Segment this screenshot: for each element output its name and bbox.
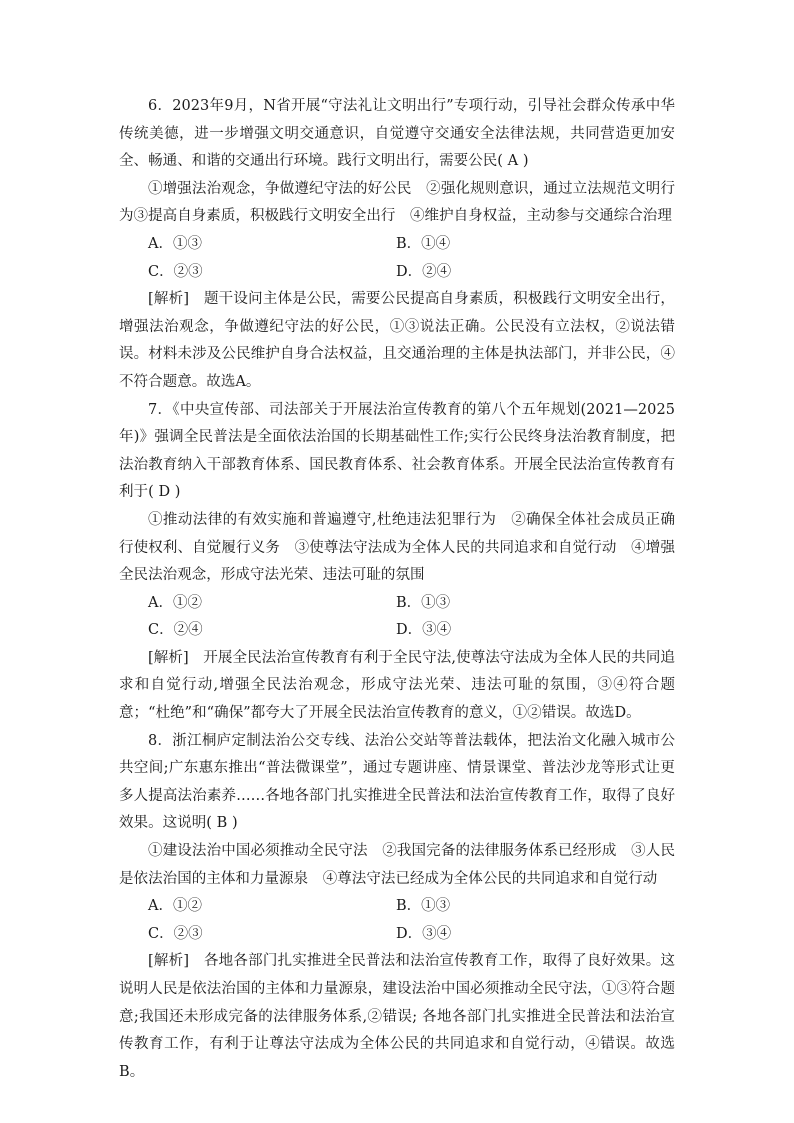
question-stem: 6．2023年9月，N省开展“守法礼让文明出行”专项行动，引导社会群众传承中华传统美德，进一步增强文明交通意识，自觉遵守交通安全法律法规，共同营造更加安全、畅通、和谐的交通出行环境。践行文明出行，需要公民( A ): [119, 98, 675, 170]
analysis-spacer: [189, 953, 204, 969]
analysis-text: 各地各部门扎实推进全民普法和法治宣传教育工作，取得了良好效果。这说明人民是依法治国的主体和力量源泉，建设法治中国必须推动全民守法，①③符合题意;我国还未形成完备的法律服务体系,②错误; 各地各部门扎实推进全民普法和法治宣传教育工作，有利于让尊法守法成为全体公民的共同追求和自觉行动，④错误。故选B。: [119, 953, 675, 1080]
question-statements: ①增强法治观念，争做遵纪守法的好公民 ②强化规则意识，通过立法规范文明行为③提高自身素质，积极践行文明安全出行 ④维护自身权益，主动参与交通综合治理: [119, 180, 675, 225]
option-a: A．①③: [148, 235, 202, 252]
option-a: A．①②: [148, 594, 202, 611]
option-c: C．②③: [148, 263, 203, 280]
analysis-spacer: [189, 291, 204, 307]
option-a: A．①②: [148, 898, 202, 915]
question-statements: ①推动法律的有效实施和普遍遵守,杜绝违法犯罪行为 ②确保全体社会成员正确行使权利、自觉履行义务 ③使尊法守法成为全体人民的共同追求和自觉行动 ④增强全民法治观念，形成守法光荣、违法可耻的氛围: [119, 511, 675, 584]
analysis-tag: [解析]: [148, 291, 190, 308]
question-statements: ①建设法治中国必须推动全民守法 ②我国完备的法律服务体系已经形成 ③人民是依法治国的主体和力量源泉 ④尊法守法已经成为全体公民的共同追求和自觉行动: [119, 843, 675, 887]
question-7: [119, 397, 675, 728]
analysis-text: 开展全民法治宣传教育有利于全民守法,使尊法守法成为全体人民的共同追求和自觉行动,增强全民法治观念，形成守法光荣、违法可耻的氛围，③④符合题意；“杜绝”和“确保”都夸大了开展全民法治宣传教育的意义，①②错误。故选D。: [119, 649, 675, 722]
analysis: [119, 286, 675, 396]
option-b: B．①③: [396, 898, 451, 915]
analysis: [119, 948, 675, 1086]
options-row: [119, 617, 675, 645]
option-c: C．②③: [148, 925, 203, 942]
options-row: [119, 893, 675, 921]
option-c: C．②④: [148, 622, 203, 639]
question-stem: 8．浙江桐庐定制法治公交专线、法治公交站等普法载体，把法治文化融入城市公共空间;广东惠东推出“普法微课堂”，通过专题讲座、情景课堂、普法沙龙等形式让更多人提高法治素养……各地各部门扎实推进全民普法和法治宣传教育工作，取得了良好效果。这说明( B ): [119, 732, 675, 832]
question-8: [119, 728, 675, 1087]
options-row: [119, 921, 675, 949]
options-row: [119, 590, 675, 618]
options-row: [119, 231, 675, 259]
options-row: [119, 259, 675, 287]
analysis-spacer: [189, 650, 204, 666]
question-stem: 7．《中央宣传部、司法部关于开展法治宣传教育的第八个五年规划(2021—2025年)》强调全民普法是全面依法治国的长期基础性工作;实行公民终身法治教育制度，把法治教育纳入干部教育体系、国民教育体系、社会教育体系。开展全民法治宣传教育有利于( D ): [119, 401, 675, 501]
analysis: [119, 645, 675, 728]
analysis-tag: [解析]: [148, 649, 189, 666]
analysis-tag: [解析]: [148, 953, 190, 970]
option-d: D．③④: [396, 622, 452, 639]
option-b: B．①③: [396, 594, 451, 611]
option-b: B．①④: [396, 235, 451, 252]
analysis-text: 题干设问主体是公民，需要公民提高自身素质，积极践行文明安全出行，增强法治观念，争做遵纪守法的好公民，①③说法正确。公民没有立法权，②说法错误。材料未涉及公民维护自身合法权益，且交通治理的主体是执法部门，并非公民，④不符合题意。故选A。: [119, 291, 675, 390]
content-column: [119, 93, 675, 1086]
option-d: D．②④: [396, 263, 452, 280]
option-d: D．③④: [396, 925, 452, 942]
question-6: [119, 93, 675, 397]
